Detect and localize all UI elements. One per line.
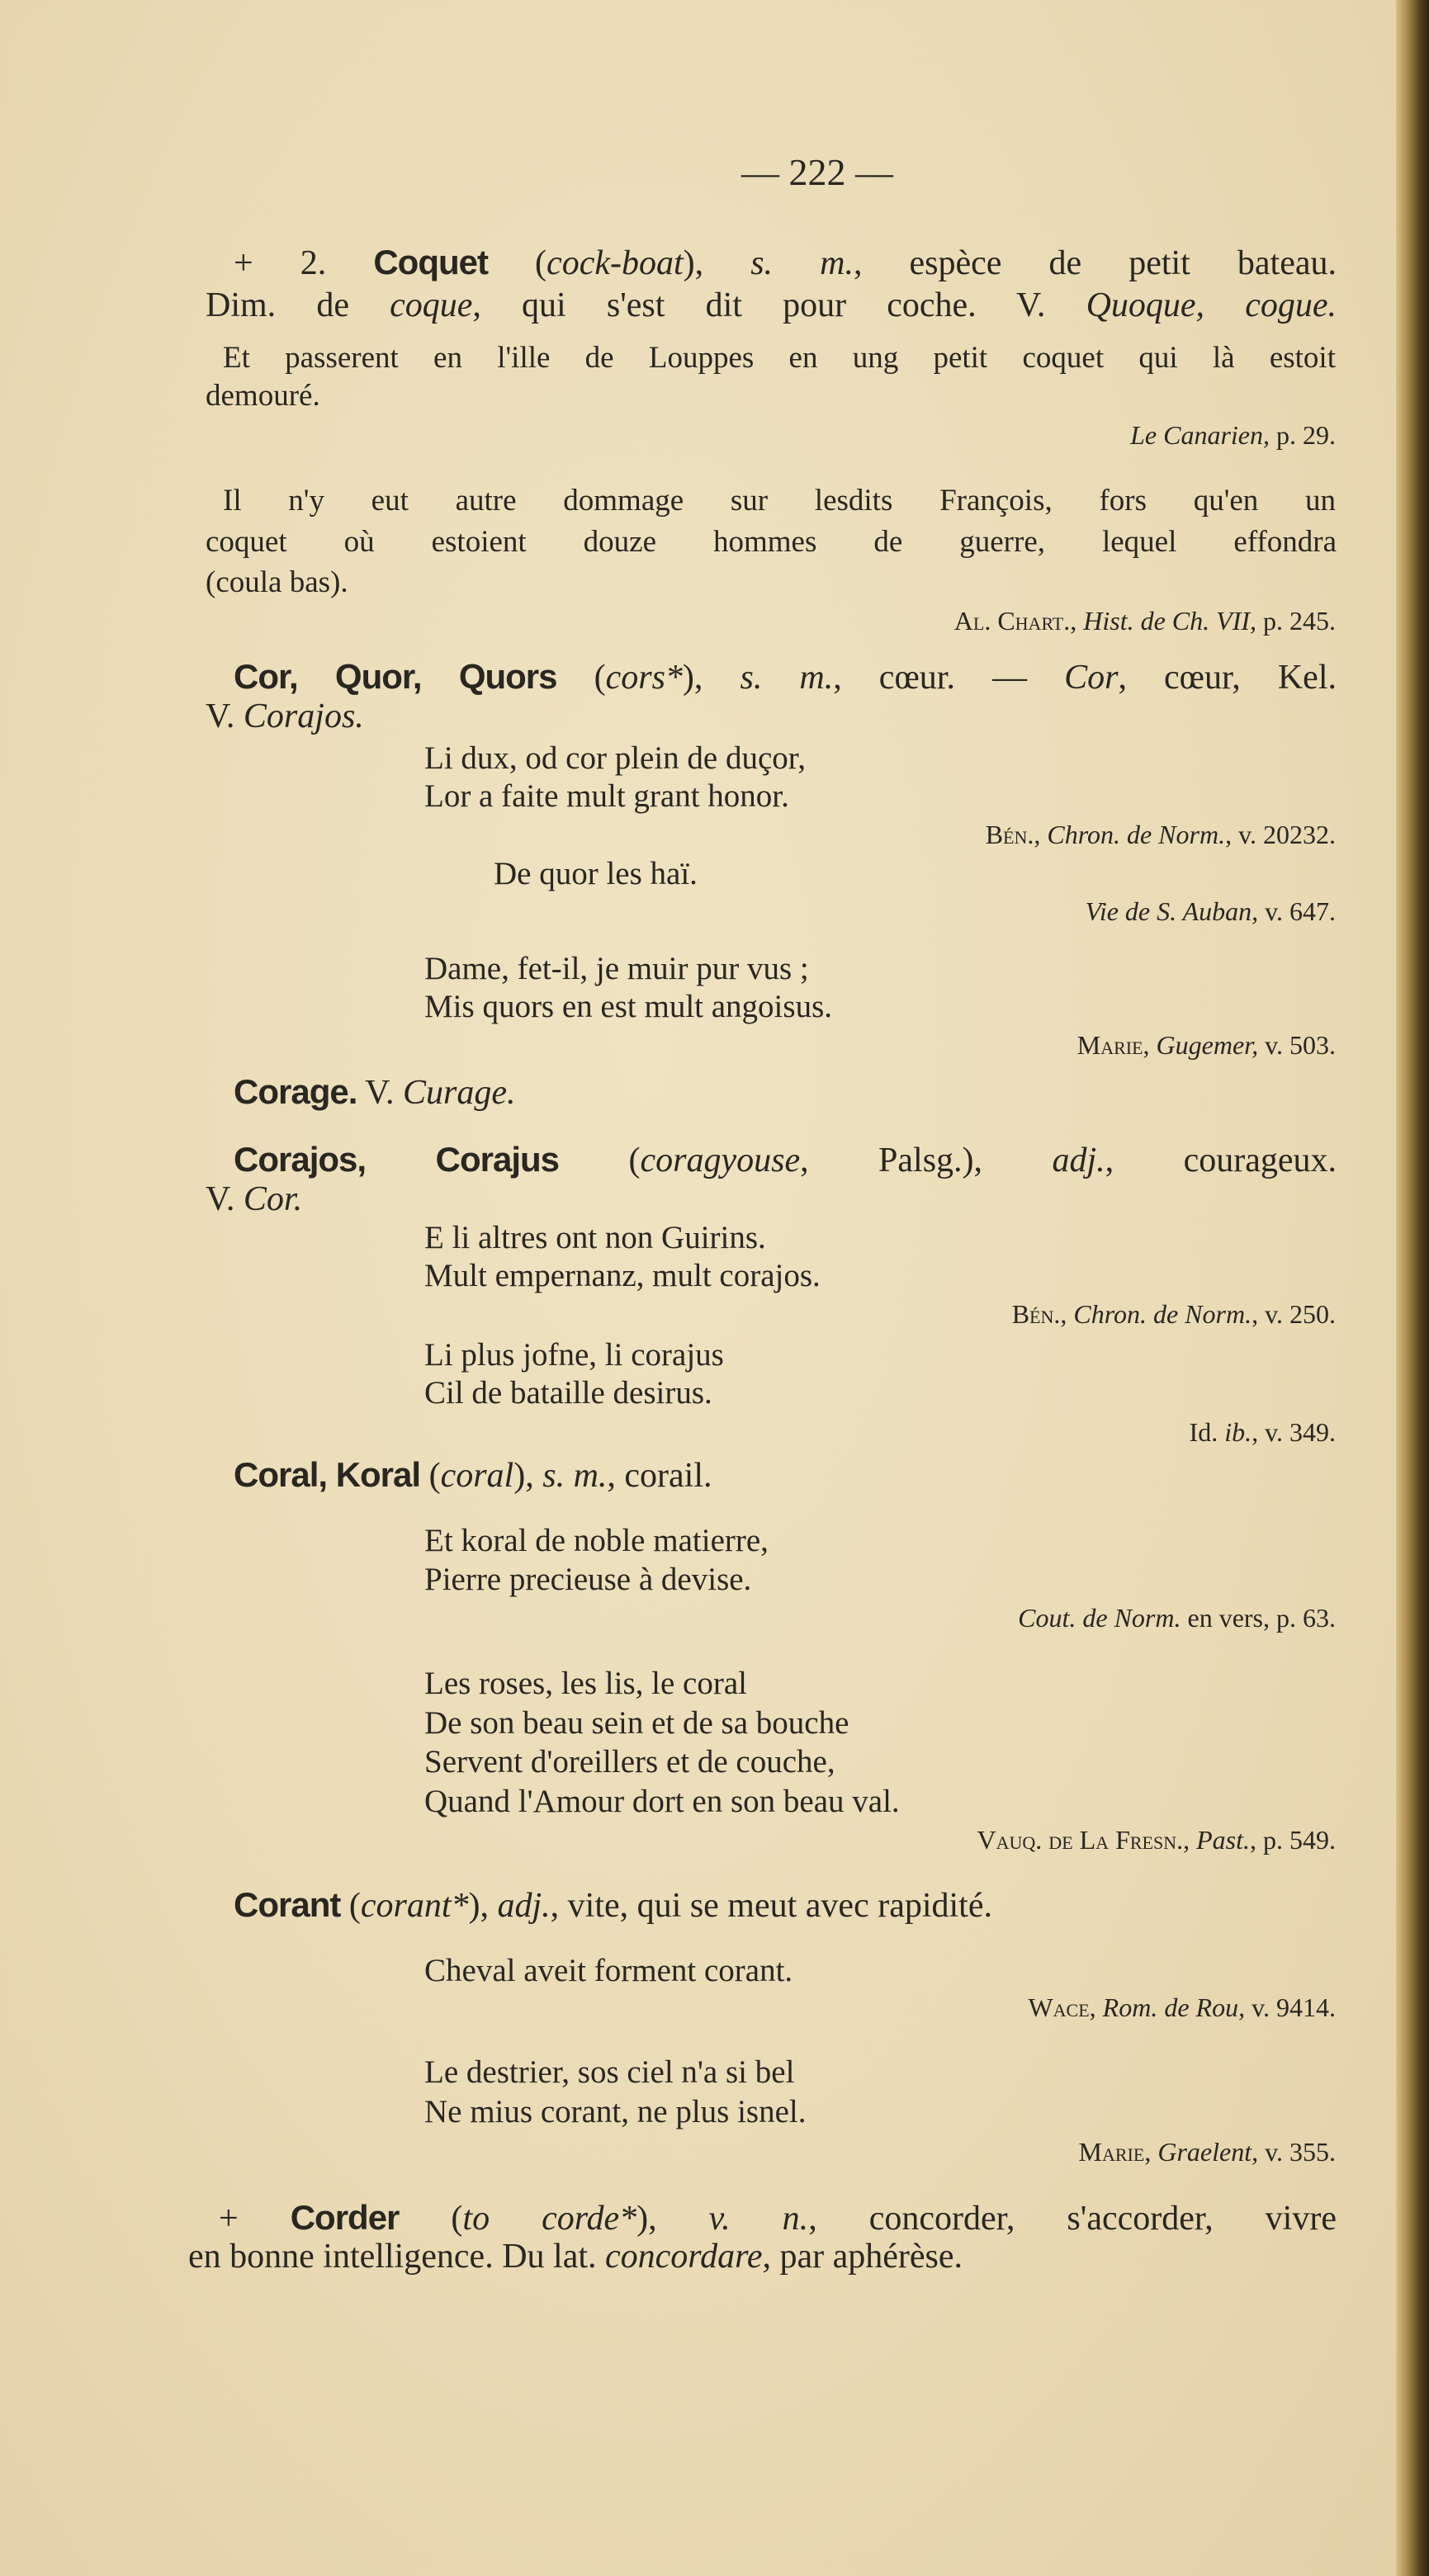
text: , (1143, 1030, 1157, 1060)
cross-ref: Cor. (243, 1180, 303, 1218)
headword: Coquet (373, 243, 488, 281)
text: V. (206, 697, 244, 735)
cross-ref: Curage. (403, 1074, 516, 1112)
verse-line: Mis quors en est mult angoisus. (424, 989, 832, 1024)
verse-line: Lor a faite mult grant honor. (424, 778, 789, 814)
page-number: — 222 — (741, 151, 893, 193)
cross-ref: Quoque, cogue. (1086, 286, 1337, 324)
text: , v. 250. (1252, 1299, 1336, 1329)
definition: , corail. (607, 1457, 712, 1495)
grammar: s. m. (750, 244, 854, 282)
text: Dim. de (206, 286, 390, 324)
text: Chron. de Norm. (1073, 1299, 1252, 1329)
text: Cor (1064, 659, 1119, 697)
text: ( (399, 2200, 463, 2238)
citation (1190, 1411, 1336, 1453)
text: , (1034, 820, 1048, 849)
verse-line: Ne mius corant, ne plus isnel. (424, 2094, 807, 2129)
text: Wace (1028, 1992, 1090, 2022)
etymon: coral (440, 1457, 514, 1495)
definition: , espèce de petit bateau. (853, 244, 1337, 282)
headword: Corder (290, 2198, 400, 2237)
verse-line: Pierre precieuse à devise. (424, 1562, 752, 1597)
etymon: to corde* (462, 2200, 637, 2238)
verse-line: E li altres ont non Guirins. (424, 1220, 766, 1255)
etymon: cock-boat (547, 244, 684, 282)
cross-mark: + 2. (234, 244, 374, 282)
etymon: coragyouse (640, 1141, 801, 1179)
example-text: Il n'y eut autre dommage sur lesdits François, fors qu'en un (223, 484, 1336, 518)
text: ), (468, 1887, 498, 1925)
cross-ref-line (206, 1178, 302, 1221)
verse-line: Li plus jofne, li corajus (424, 1337, 724, 1373)
text: coque (390, 286, 473, 324)
citation (1079, 2130, 1336, 2173)
citation (1086, 890, 1336, 933)
text: Gugemer, (1156, 1030, 1259, 1060)
headword: Cor, Quor, Quors (234, 657, 557, 696)
definition: , cœur. — (833, 659, 1065, 697)
grammar: s. m. (740, 659, 834, 697)
text: Bén. (985, 820, 1034, 849)
text: ( (559, 1141, 641, 1179)
text: Le Canarien, (1130, 420, 1270, 450)
citation (1018, 1596, 1336, 1639)
text: , v. 349. (1252, 1417, 1336, 1447)
text: V. (357, 1074, 404, 1112)
entry-corage (234, 1071, 516, 1114)
example-text: (coula bas). (206, 565, 348, 599)
citation (1028, 1986, 1336, 2029)
entry-cor-line (234, 655, 1337, 699)
text: ( (487, 244, 547, 282)
grammar: s. m. (542, 1457, 608, 1495)
verse-line: Les roses, les lis, le coral (424, 1666, 747, 1701)
headword: Corajos, Corajus (234, 1140, 560, 1179)
verse-line: De quor les haï. (494, 856, 698, 891)
verse-line: Servent d'oreillers et de couche, (424, 1744, 835, 1780)
text: ), (513, 1457, 543, 1495)
text: Vauq. de La Fresn. (977, 1825, 1184, 1855)
text: v. 9414. (1245, 1992, 1336, 2022)
etymon: cors* (605, 659, 683, 697)
citation (986, 813, 1336, 856)
example-text: demouré. (206, 379, 320, 413)
headword: Corage. (234, 1072, 357, 1111)
text: ( (556, 659, 606, 697)
entry-coral (234, 1453, 712, 1497)
text: , (1060, 1299, 1074, 1329)
text: , cœur, Kel. (1118, 659, 1337, 697)
text: p. 245. (1256, 606, 1336, 636)
entry-corder-line (219, 2196, 1337, 2240)
definition: , courageux. (1105, 1141, 1337, 1179)
text: V. (206, 1180, 244, 1218)
text: , qui s'est dit pour coche. V. (472, 286, 1086, 324)
verse-line: Cil de bataille desirus. (424, 1375, 712, 1411)
entry-coquet-line (234, 241, 1337, 285)
text: , (1070, 606, 1084, 636)
citation (954, 599, 1336, 642)
headword: Corant (234, 1885, 341, 1924)
text: , v. 20232. (1225, 820, 1336, 849)
text: , par aphérèse. (762, 2238, 963, 2276)
verse-line: Mult empernanz, mult corajos. (424, 1258, 821, 1293)
text: ), (682, 659, 741, 697)
grammar: adj. (497, 1887, 551, 1925)
headword: Coral, Koral (234, 1455, 421, 1494)
entry-corajos-line (234, 1138, 1337, 1182)
text: ib. (1224, 1417, 1252, 1447)
definition: , vite, qui se meut avec rapidité. (550, 1887, 992, 1925)
entry-corant (234, 1884, 992, 1927)
grammar: v. n. (708, 2200, 809, 2238)
verse-line: Et koral de noble matierre, (424, 1523, 769, 1558)
verse-line: Li dux, od cor plein de duçor, (424, 740, 806, 776)
text: Graelent, (1157, 2137, 1259, 2167)
citation (1077, 1023, 1336, 1066)
text: Al. Chart. (953, 606, 1071, 636)
example-text: coquet où estoient douze hommes de guerre, lequel effondra (206, 525, 1337, 559)
text: Rom. de Rou, (1102, 1992, 1246, 2022)
text: ), (683, 244, 751, 282)
cross-ref: Corajos. (243, 697, 364, 735)
verse-line: De son beau sein et de sa bouche (424, 1705, 849, 1741)
verse-line: Quand l'Amour dort en son beau val. (424, 1784, 900, 1819)
cross-ref-line (206, 695, 364, 738)
definition: , concorder, s'accorder, vivre (808, 2200, 1337, 2238)
citation (977, 1818, 1336, 1861)
text: Id. (1189, 1417, 1225, 1447)
entry-corder-line (188, 2235, 963, 2278)
text: ( (420, 1457, 441, 1495)
text: en vers, p. 63. (1181, 1603, 1336, 1633)
entry-coquet-line (206, 284, 1337, 327)
text: Marie (1076, 1030, 1143, 1060)
text: Chron. de Norm. (1047, 820, 1226, 849)
text: Bén. (1011, 1299, 1061, 1329)
citation (1130, 414, 1336, 456)
grammar: adj. (1052, 1141, 1105, 1179)
text: concordare (605, 2238, 763, 2276)
verse-line: Le destrier, sos ciel n'a si bel (424, 2054, 795, 2090)
verse-line: Dame, fet-il, je muir pur vus ; (424, 951, 809, 986)
verse-line: Cheval aveit forment corant. (424, 1953, 793, 1988)
example-text: Et passerent en l'ille de Louppes en ung petit coquet qui là estoit (223, 341, 1336, 375)
text: Vie de S. Auban, (1085, 896, 1259, 926)
text: , (1183, 1825, 1197, 1855)
cross-mark: + (219, 2200, 291, 2238)
text: v. 647. (1258, 896, 1336, 926)
text: v. 503. (1258, 1030, 1336, 1060)
text: v. 355. (1258, 2137, 1336, 2167)
text: Cout. de Norm. (1018, 1603, 1181, 1633)
text: Marie (1078, 2137, 1145, 2167)
text: , p. 549. (1250, 1825, 1336, 1855)
text: en bonne intelligence. Du lat. (188, 2238, 606, 2276)
book-edge (1396, 0, 1429, 2576)
citation (1012, 1293, 1336, 1335)
text: p. 29. (1270, 420, 1336, 450)
text: ), (636, 2200, 709, 2238)
text: , (1144, 2137, 1158, 2167)
etymon: corant* (360, 1887, 469, 1925)
text: ( (340, 1887, 361, 1925)
text: Hist. de Ch. VII, (1083, 606, 1256, 636)
text: , Palsg.), (800, 1141, 1053, 1179)
text: , (1089, 1992, 1103, 2022)
text: Past. (1196, 1825, 1250, 1855)
